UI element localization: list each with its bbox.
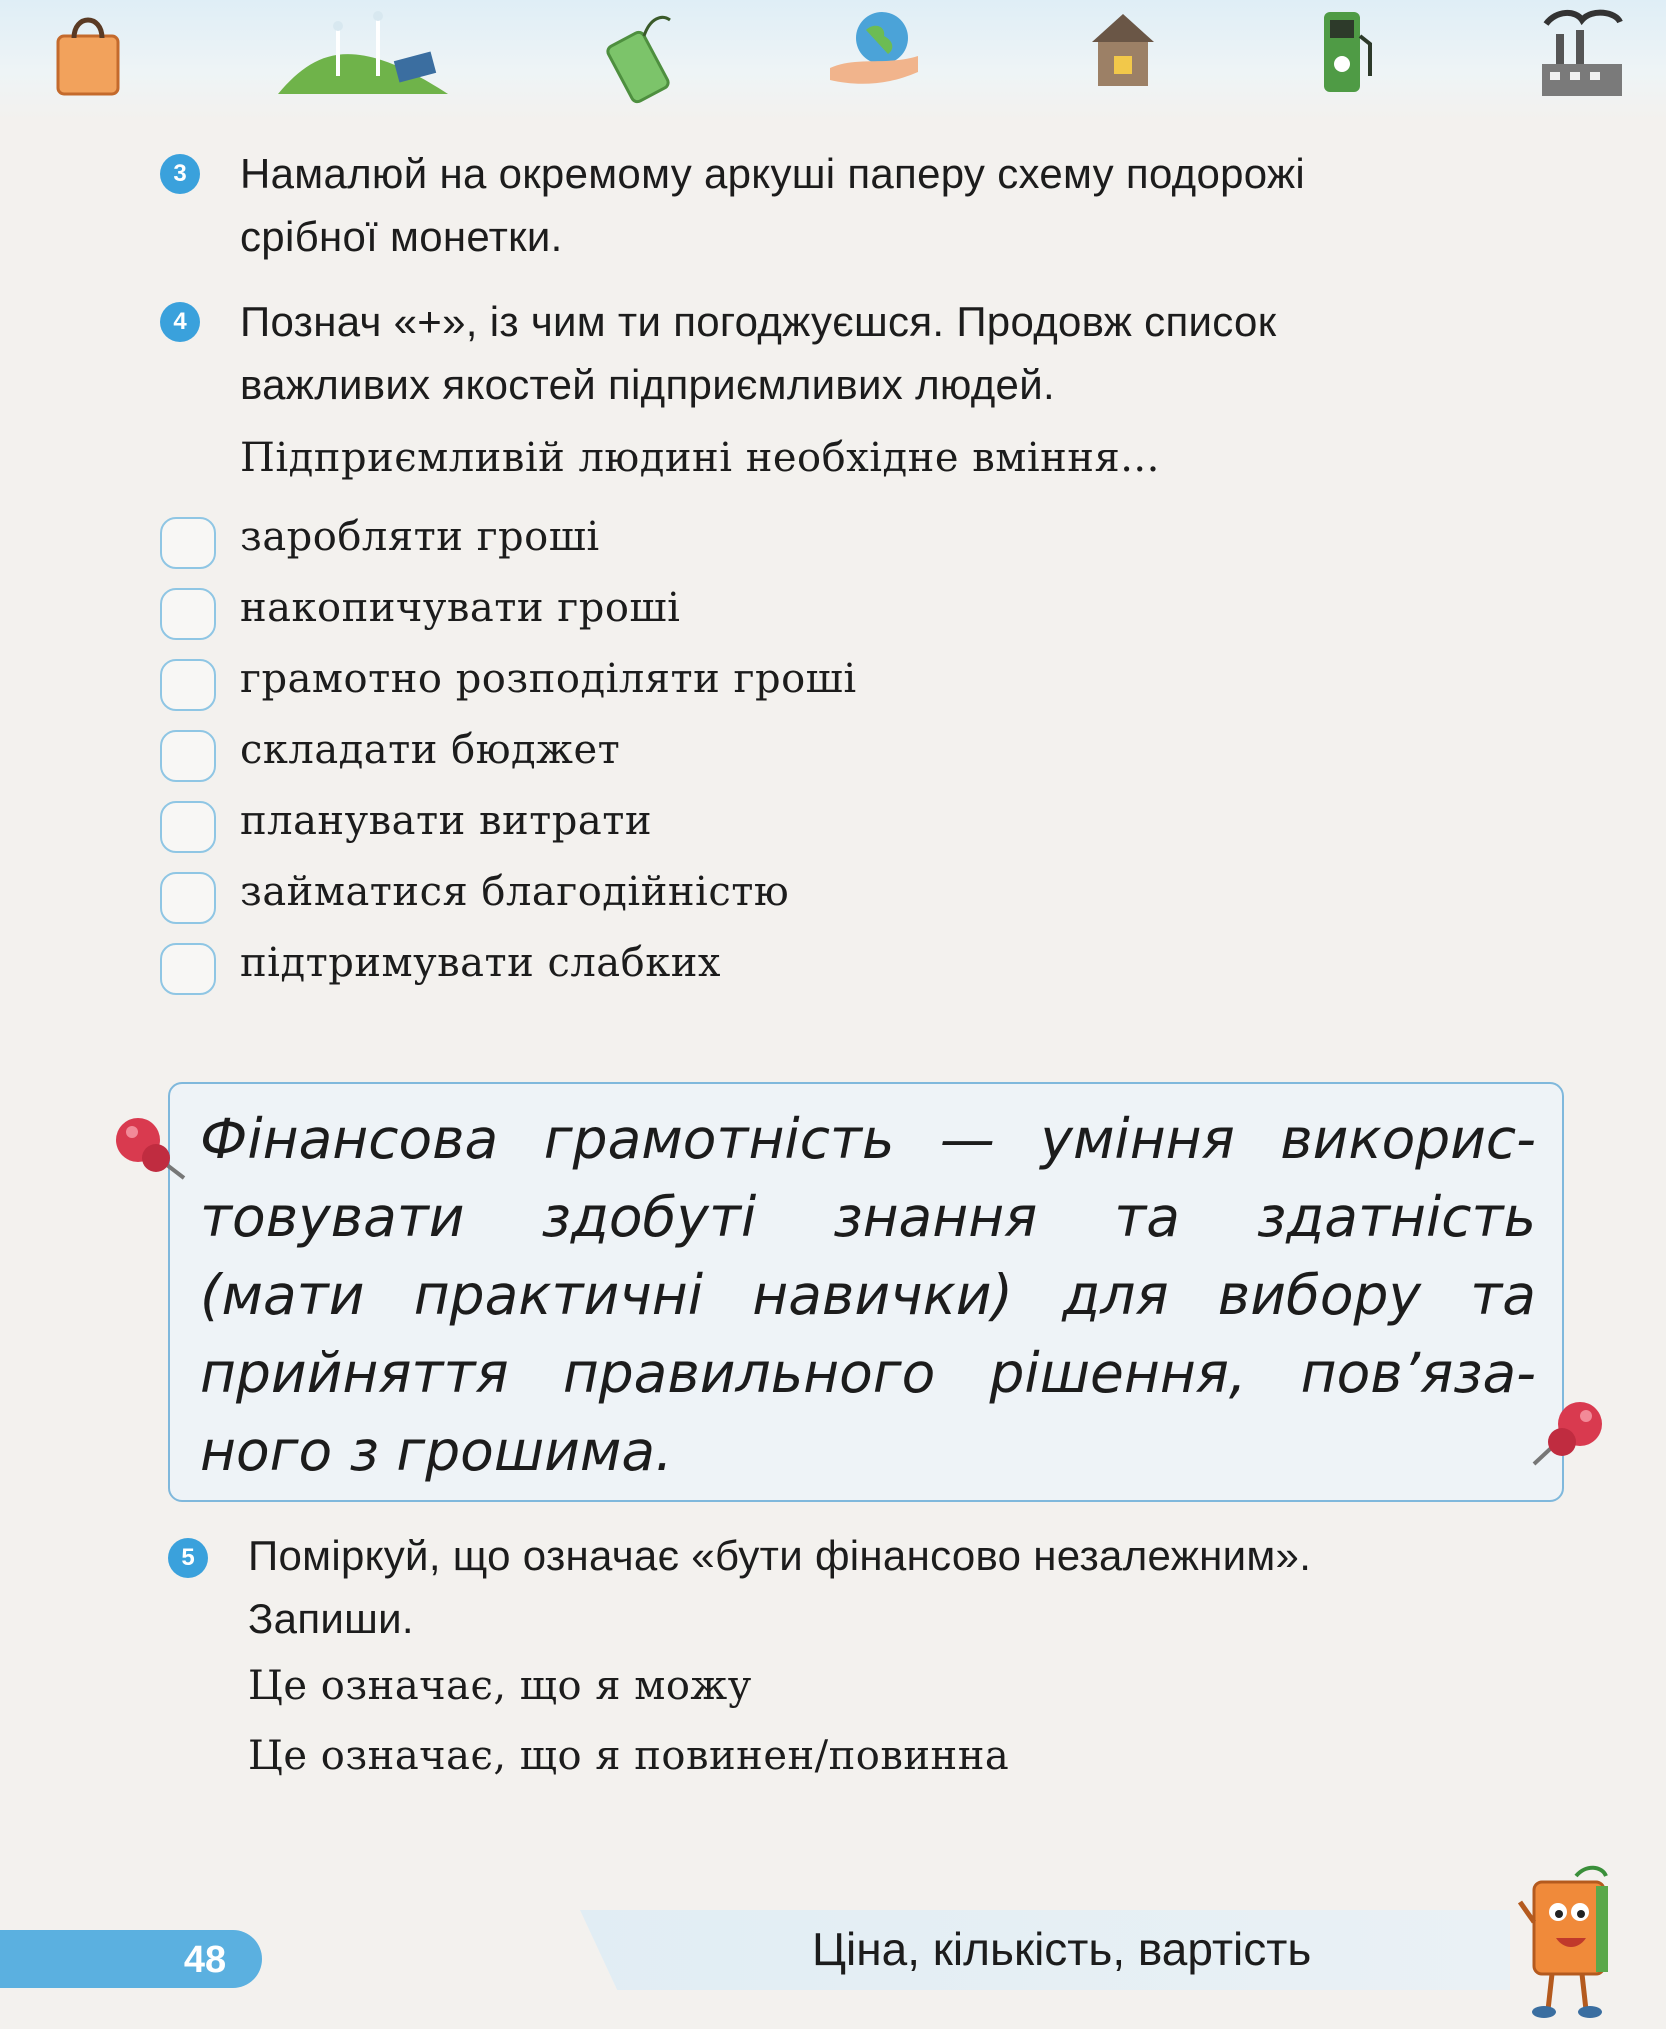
task4-line-1: Познач «+», із чим ти погоджуєшся. Продовж список <box>240 298 1277 345</box>
definition-line: товувати здобуті знання та здатність <box>200 1185 1536 1249</box>
section-title: Ціна, кількість, вартість <box>812 1923 1312 1975</box>
option-checkbox[interactable] <box>160 943 216 995</box>
option-checkbox[interactable] <box>160 872 216 924</box>
option-checkbox[interactable] <box>160 588 216 640</box>
definition-line: (мати практичні навички) для вибору та <box>200 1263 1536 1327</box>
task5-answer-line: Це означає, що я можу <box>248 1663 752 1709</box>
factory-icon <box>1536 6 1626 98</box>
option-checkbox[interactable] <box>160 801 216 853</box>
shopping-bag-icon <box>52 6 124 98</box>
house-icon <box>1088 6 1158 92</box>
task3-line-2: срібної монетки. <box>240 213 563 260</box>
option-label: займатися благодійністю <box>240 869 790 915</box>
push-pin-icon <box>104 1112 190 1188</box>
option-label: накопичувати гроші <box>240 585 681 631</box>
task5-line-2: Запиши. <box>248 1595 414 1642</box>
option-label: складати бюджет <box>240 727 621 773</box>
task3-line-1: Намалюй на окремому аркуші паперу схему подорожі <box>240 150 1306 197</box>
definition-line: Фінансова грамотність — уміння викорис- <box>200 1107 1536 1171</box>
task5-answer-line: Це означає, що я повинен/повинна <box>248 1733 1010 1779</box>
task4-prompt: Підприємливій людині необхідне вміння... <box>240 435 1160 481</box>
wind-farm-icon <box>278 6 448 96</box>
option-label: підтримувати слабких <box>240 940 721 986</box>
option-checkbox[interactable] <box>160 730 216 782</box>
task-number-badge: 3 <box>160 154 200 194</box>
task-number-badge: 5 <box>168 1538 208 1578</box>
option-label: заробляти гроші <box>240 514 600 560</box>
option-checkbox[interactable] <box>160 659 216 711</box>
option-checkbox[interactable] <box>160 517 216 569</box>
option-label: грамотно розподіляти гроші <box>240 656 857 702</box>
task4-line-2: важливих якостей підприємливих людей. <box>240 361 1055 408</box>
task-number-badge: 4 <box>160 302 200 342</box>
definition-line: ного з грошима. <box>200 1419 673 1483</box>
fuel-pump-icon <box>1316 6 1376 96</box>
globe-hand-icon <box>826 6 926 96</box>
option-label: планувати витрати <box>240 798 653 844</box>
header-icon-bar <box>0 0 1666 120</box>
price-tag-icon <box>604 6 684 106</box>
push-pin-icon <box>1528 1396 1614 1472</box>
book-mascot-icon <box>1516 1862 1626 2022</box>
task5-line-1: Поміркуй, що означає «бути фінансово незалежним». <box>248 1532 1312 1579</box>
definition-text <box>200 1100 1536 1490</box>
page-number: 48 <box>183 1939 227 1981</box>
definition-line: прийняття правильного рішення, пов’яза- <box>200 1341 1536 1405</box>
